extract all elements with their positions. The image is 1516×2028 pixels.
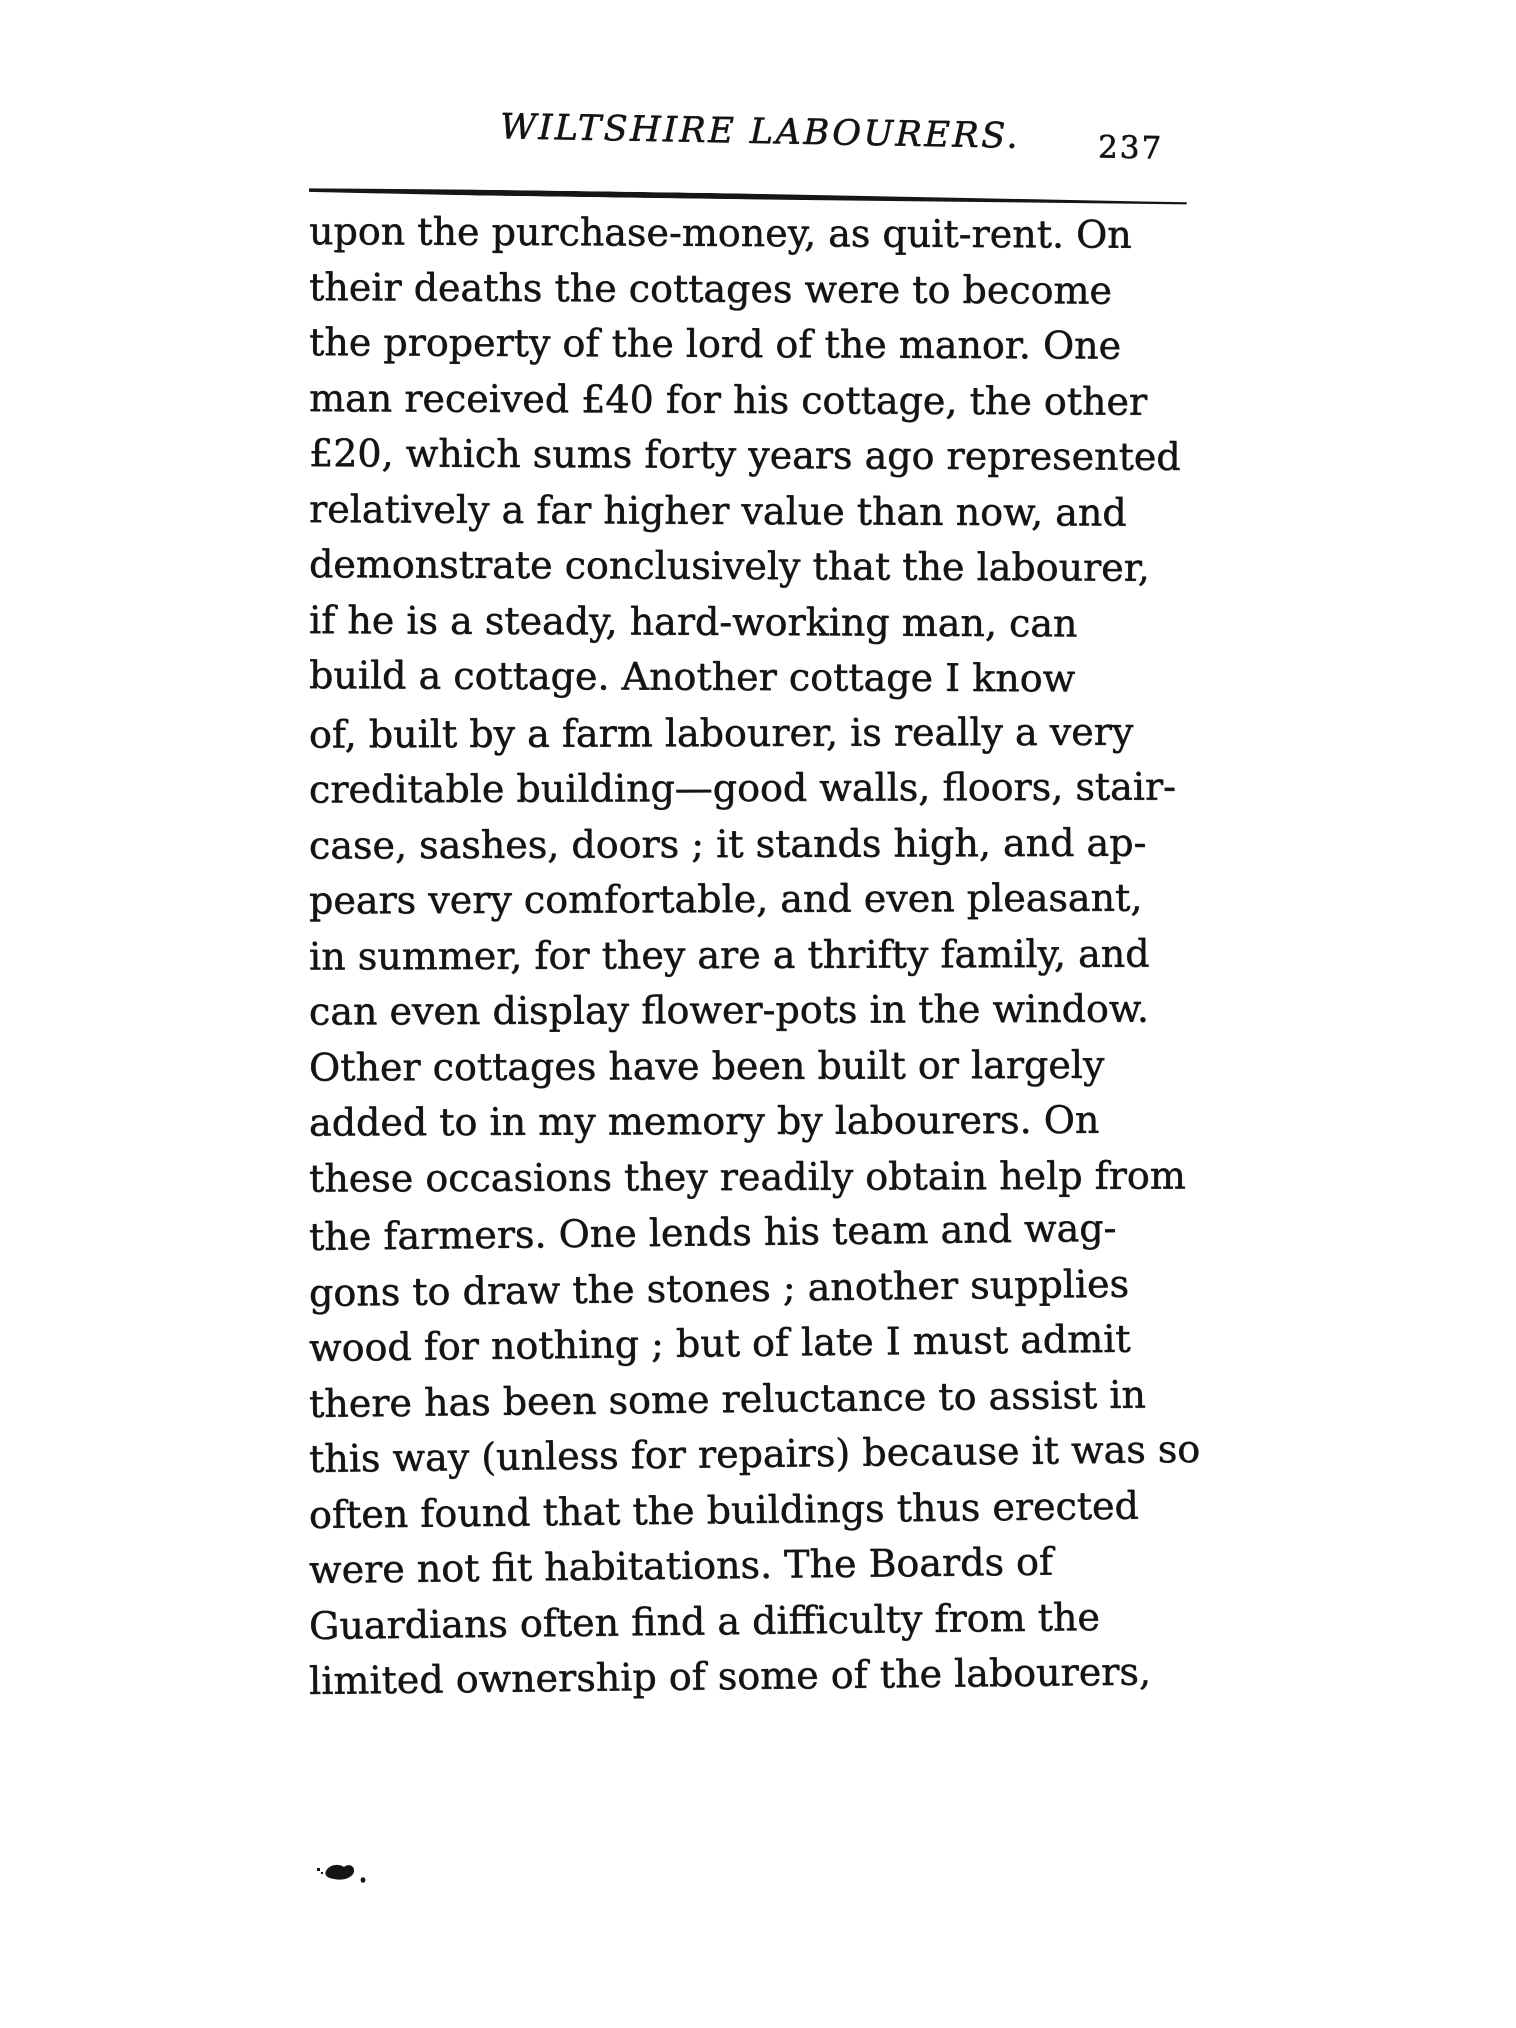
header-rule	[309, 187, 1187, 206]
text-line: Guardians often find a difficulty from the	[308, 1594, 1101, 1648]
text-line: the farmers. One lends his team and wag-	[308, 1205, 1117, 1259]
text-line: £20, which sums forty years ago represented	[308, 431, 1181, 479]
text-line: there has been some reluctance to assist in	[308, 1371, 1147, 1426]
text-line: pears very comfortable, and even pleasant,	[308, 875, 1143, 923]
text-line: in summer, for they are a thrifty family, and	[308, 931, 1150, 979]
text-line: limited ownership of some of the labourers,	[308, 1649, 1152, 1703]
text-line: can even display flower-pots in the window.	[308, 986, 1149, 1034]
text-line: build a cottage. Another cottage I know	[308, 653, 1076, 701]
text-line: this way (unless for repairs) because it was so	[308, 1426, 1201, 1481]
text-line: added to in my memory by labourers. On	[308, 1097, 1100, 1145]
page-number: 237	[1097, 129, 1164, 167]
body-text	[308, 206, 1201, 1705]
text-line: upon the purchase-money, as quit-rent. On	[308, 209, 1132, 257]
text-line: the property of the lord of the manor. One	[308, 320, 1122, 368]
text-line: their deaths the cottages were to become	[308, 264, 1113, 313]
text-line: these occasions they readily obtain help from	[308, 1152, 1186, 1201]
text-line: Other cottages have been built or largely	[308, 1042, 1105, 1090]
text-line: creditable building—good walls, floors, stair-	[308, 764, 1176, 812]
text-line: man received £40 for his cottage, the other	[308, 375, 1148, 424]
text-line: if he is a steady, hard-working man, can	[308, 597, 1078, 645]
text-line: demonstrate conclusively that the labourer,	[308, 542, 1150, 590]
text-line: relatively a far higher value than now, and	[308, 486, 1127, 535]
text-line: often found that the buildings thus erected	[308, 1483, 1140, 1537]
text-line: were not fit habitations. The Boards of	[308, 1539, 1054, 1592]
text-line: case, sashes, doors ; it stands high, and ap-	[308, 820, 1147, 868]
running-header-title: WILTSHIRE LABOURERS.	[499, 107, 1021, 157]
ink-smudge-icon	[316, 1862, 372, 1890]
text-line: gons to draw the stones ; another supplies	[308, 1261, 1130, 1315]
text-line: wood for nothing ; but of late I must admit	[308, 1316, 1131, 1370]
text-line: of, built by a farm labourer, is really a very	[308, 709, 1134, 757]
